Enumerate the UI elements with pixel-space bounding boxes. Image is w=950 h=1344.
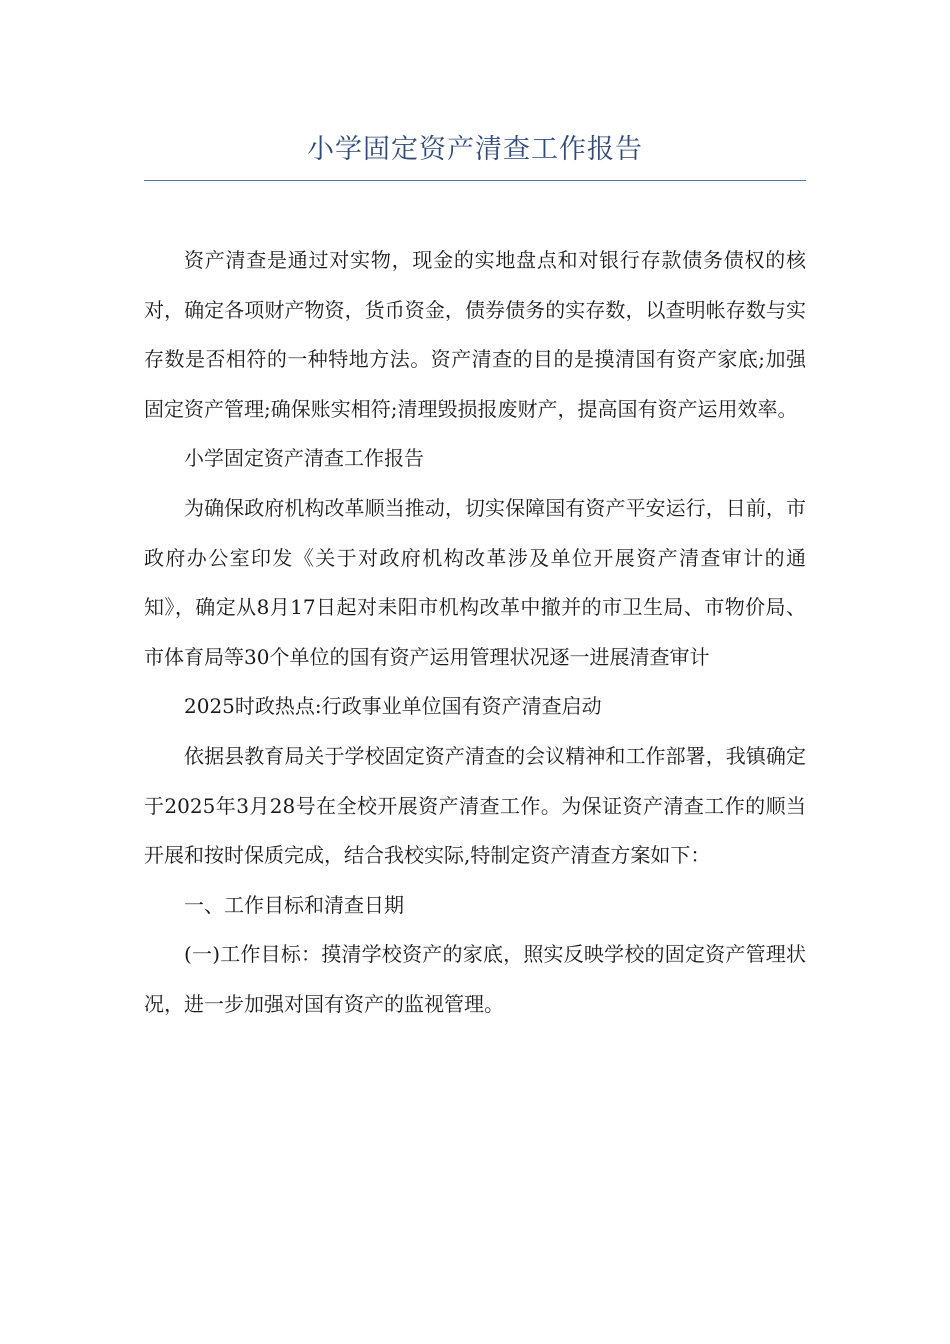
paragraph-work-goal: (一)工作目标：摸清学校资产的家底，照实反映学校的固定资产管理状况，进一步加强对国有资产的监视管理。 <box>144 942 806 1016</box>
section-heading-1: 一、工作目标和清查日期 <box>184 892 404 917</box>
paragraph-intro: 资产清查是通过对实物，现金的实地盘点和对银行存款债务债权的核对，确定各项财产物资，货币资金，债券债务的实存数，以查明帐存数与实存数是否相符的一种特地方法。资产清查的目的是摸清国有资产家底;加强固定资产管理;确保账实相符;清理毁损报废财产，提高国有资产运用效率。 <box>144 248 806 421</box>
paragraph-background: 为确保政府机构改革顺当推动，切实保障国有资产平安运行，日前，市政府办公室印发《关于对政府机构改革涉及单位开展资产清查审计的通知》，确定从8月17日起对耒阳市机构改革中撤并的市卫生局、市物价局、市体育局等30个单位的国有资产运用管理状况逐一进展清查审计 <box>144 495 806 669</box>
paragraph-news-headline: 2025时政热点:行政事业单位国有资产清查启动 <box>184 694 602 719</box>
paragraph-heading-report: 小学固定资产清查工作报告 <box>184 446 424 471</box>
document-title: 小学固定资产清查工作报告 <box>307 134 643 165</box>
paragraph-plan: 依据县教育局关于学校固定资产清查的会议精神和工作部署，我镇确定于2025年3月28号在全校开展资产清查工作。为保证资产清查工作的顺当开展和按时保质完成，结合我校实际,特制定资产清查方案如下： <box>144 743 806 868</box>
title-underline <box>144 180 806 181</box>
document-body <box>144 236 806 1030</box>
